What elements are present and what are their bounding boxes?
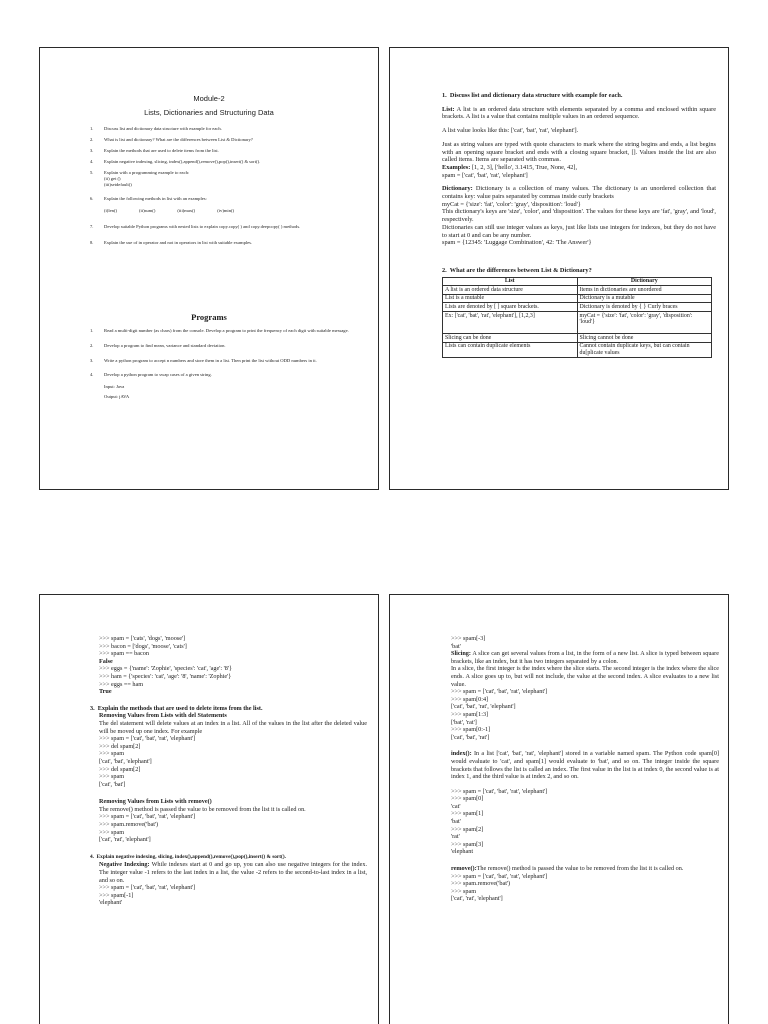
code-line: >>> ham = {'species': 'cat', 'age': '8', 'name': 'Zophie'} (99, 672, 232, 680)
table-cell: Ex: ['cat', 'bat', 'rat', 'elephant'], [1,2,3] (443, 312, 578, 334)
code-line: >>> spam = ['cat', 'bat', 'rat', 'elephant'] (99, 813, 196, 821)
method-option: (i)len() (104, 208, 118, 214)
index-paragraph: index(): In a list ['cat', 'bat', 'rat', 'elephant'] stored in a variable named spam. The Python code spam[0] would evaluate to 'cat', and spam[1] would evaluate to 'bat', and so on. The integer inside the square brackets that follows the list is called an index. The first value in the list is at index 0, the second value is at index 1, and the third value is at index 2, and so on. (451, 750, 719, 781)
code-line: ['cat', 'rat', 'elephant'] (99, 836, 151, 844)
question-item: 8. Explain the use of in operator and not in operators in list with suitable examples. (90, 239, 253, 245)
list-paragraph: Just as string values are typed with quote characters to mark where the string begins and ends, a list begins with an opening square bracket and ends with a closing square bracket, []. Values inside the list are also called items. Items are separated with commas. (442, 140, 716, 164)
question-item: 5. Explain with a programming example to each: (ii) get () (iii)setdefault() (90, 170, 360, 187)
page-1 (39, 47, 379, 490)
page-3 (39, 594, 379, 1024)
page3-content (90, 635, 367, 907)
code-line: >>> bacon = ['dogs', 'moose', 'cats'] (99, 642, 187, 650)
question-heading: 4. Explain negative indexing, slicing, index(),append(),remove(),pop(),insert() & sort(). (90, 853, 286, 860)
slicing-paragraph: Slicing: A slice can get several values from a list, in the form of a new list. A slice is typed between square brackets, like an index, but it has two integers separated by a colon. (451, 650, 719, 665)
table-row (443, 342, 712, 357)
table-cell: Dictionary is a mutable (577, 294, 712, 303)
code-line: ['cat', 'bat', 'elephant'] (99, 757, 152, 765)
question-item: 7. Develop suitable Python programs with nested lists to explain copy.copy( ) and copy.deepcopy( ) methods. (90, 223, 301, 229)
code-line: >>> spam[0] (451, 795, 484, 803)
code-line: >>> spam == bacon (99, 650, 149, 658)
question-list (90, 126, 360, 251)
module-title: Module-2 (193, 94, 225, 103)
program-item: 2. Develop a program to find mean, variance and standard deviation. (90, 342, 226, 348)
code-line: 'rat' (451, 833, 460, 841)
table-cell: Slicing can be done (443, 334, 578, 343)
table-row (443, 312, 712, 334)
program-item: 4. Develop a python program to swap cases of a given string. Input: Java Output: jAVA (90, 372, 360, 399)
code-line: 'elephant (451, 848, 474, 856)
code-line: >>> spam (451, 887, 477, 895)
table-cell: Dictionary is denoted by { } Curly braces (577, 303, 712, 312)
method-option: (iv)min() (217, 208, 235, 214)
code-line: >>> spam[3] (451, 840, 484, 848)
code-output: True (99, 688, 112, 696)
code-line: 'cat' (451, 802, 461, 810)
question-item: 4. Explain negative indexing, slicing, index(),append(),remove(),pop(),insert() & sort(). (90, 158, 261, 164)
table-header-row (443, 277, 712, 286)
list-value: A list value looks like this: ['cat', 'bat', 'rat', 'elephant']. (442, 127, 579, 135)
code-line: >>> spam[1] (451, 810, 484, 818)
code-line: >>> del spam[2] (99, 742, 141, 750)
question-heading: 3. Explain the methods that are used to delete items from the list. (90, 704, 263, 712)
code-line: >>> eggs = {'name': 'Zophie', 'species': 'cat', 'age': '8'} (99, 665, 232, 673)
table-cell: List is a mutable (443, 294, 578, 303)
program-input: Input: Java (104, 384, 125, 390)
code-line: >>> spam (99, 773, 125, 781)
question-item: 2. What is list and dictionary? What are the differences between List & Dictionary? (90, 136, 253, 142)
table-cell: myCat = {'size': 'fat', 'color': 'gray', 'disposition': 'loud'} (577, 312, 712, 334)
code-line: >>> spam = ['cat', 'bat', 'rat', 'elephant'] (99, 884, 196, 892)
comparison-table (442, 277, 712, 358)
question-item: 1. Discuss list and dictionary data structure with example for each. (90, 126, 222, 131)
code-line: 'bat' (451, 642, 461, 650)
examples-spam: spam = ['cat', 'bat', 'rat', 'elephant'] (442, 171, 528, 179)
code-output: False (99, 657, 113, 665)
page-2 (389, 47, 729, 490)
code-line: >>> spam[1:3] (451, 710, 489, 718)
dictionary-int-keys: Dictionaries can still use integer values as keys, just like lists use integers for indexes, but they do not have to start at 0 and can be any number. (442, 223, 716, 239)
table-row (443, 303, 712, 312)
section-heading: Removing Values from Lists with remove() (99, 798, 212, 806)
code-line: >>> del spam[2] (99, 765, 141, 773)
code-line: >>> spam = ['cat', 'bat', 'rat', 'elephant'] (451, 688, 548, 696)
program-item: 3. Write a python program to accept n numbers and store them in a list. Then print the list without ODD numbers in it. (90, 357, 317, 363)
page-4 (389, 594, 729, 1024)
question-heading: 2. What are the differences between List & Dictionary? (442, 266, 592, 274)
program-list (90, 328, 360, 405)
remove-paragraph: The remove() method is passed the value to be removed from the list it is called on. (99, 805, 306, 813)
slicing-detail: In a slice, the first integer is the index where the slice starts. The second integer is the index where the slice ends. A slice goes up to, but will not include, the value at the second index. A slice evaluates to a new list value. (451, 665, 719, 688)
program-item: 1. Read a multi-digit number (as chars) from the console. Develop a program to print the frequency of each digit with suitable message. (90, 328, 349, 333)
examples-line: Examples: [1, 2, 3], ['hello', 3.1415, True, None, 42], (442, 163, 578, 171)
code-line: >>> spam = ['cat', 'bat', 'rat', 'elephant'] (451, 787, 548, 795)
page2-content (442, 92, 716, 358)
code-line: 'elephant' (99, 899, 123, 907)
question-item: 3. Explain the methods that are used to delete items from the list. (90, 147, 219, 153)
list-definition: List: A list is an ordered data structure with elements separated by a comma and enclosed within square brackets. A list is a value that contains multiple values in an ordered sequence. (442, 105, 716, 121)
code-line: >>> spam = ['cat', 'bat', 'rat', 'elephant'] (451, 872, 548, 880)
programs-heading: Programs (191, 312, 227, 322)
table-row (443, 294, 712, 303)
code-line: >>> spam[0:-1] (451, 726, 491, 734)
code-line: >>> spam = ['cat', 'bat', 'rat', 'elephant'] (99, 735, 196, 743)
negative-indexing-paragraph: Negative Indexing: While indexes start at 0 and go up, you can also use negative integers for the index. The integer value -1 refers to the last index in a list, the value -2 refers to the second-to-last index in a list, and so on. (99, 861, 367, 884)
question-heading: 1. Discuss list and dictionary data structure with example for each. (442, 92, 623, 99)
dictionary-keys: This dictionary's keys are 'size', 'color', and 'disposition'. The values for these keys are 'fat', 'gray', and 'loud', respectively. (442, 208, 716, 224)
table-cell: Lists are denoted by [ ] square brackets. (443, 303, 578, 312)
table-row (443, 334, 712, 343)
code-line: ['cat', 'bat'] (99, 780, 126, 788)
code-line: >>> eggs == ham (99, 680, 144, 688)
section-heading: Removing Values from Lists with del Statements (99, 712, 227, 720)
code-line: >>> spam (99, 828, 125, 836)
code-line: 'bat' (451, 818, 461, 826)
dictionary-definition: Dictionary: Dictionary is a collection of many values. The dictionary is an unordered collection that contains key: value pairs separated by commas inside curly brackets (442, 185, 716, 201)
remove-paragraph: remove():The remove() method is passed the value to be removed from the list it is called on. (451, 865, 684, 873)
question-sub: (ii) get () (104, 175, 121, 181)
del-paragraph: The del statement will delete values at an index in a list. All of the values in the list after the deleted value will be moved up one index. For example (99, 719, 367, 735)
method-option: (iii)max() (177, 208, 196, 214)
table-row (443, 286, 712, 295)
dictionary-example: myCat = {'size': 'fat', 'color': 'gray', 'disposition': 'loud'} (442, 200, 581, 208)
code-line: >>> spam[-3] (451, 635, 486, 642)
table-cell: Lists can contain duplicate elements (443, 342, 578, 357)
code-line: >>> spam[0:4] (451, 695, 489, 703)
code-line: >>> spam = ['cats', 'dogs', 'moose'] (99, 635, 186, 642)
code-line: ['bat', 'rat'] (451, 718, 477, 726)
question-item: 6. Explain the following methods in list with an examples: (i)len() (ii)sum() (iii)max() (iv)min() (90, 196, 235, 214)
dictionary-spam: spam = {12345: 'Luggage Combination', 42: 'The Answer'} (442, 239, 592, 247)
table-cell: Cannot contain duplicate keys, but can contain du[plicate values (577, 342, 712, 357)
table-header: Dictionary (577, 277, 712, 286)
code-line: >>> spam[2] (451, 825, 484, 833)
code-line: >>> spam.remove('bat') (99, 821, 159, 829)
code-line: ['cat', 'rat', 'elephant'] (451, 895, 503, 903)
question-sub: (iii)setdefault() (104, 181, 132, 187)
table-cell: A list is an ordered data structure (443, 286, 578, 295)
module-subtitle: Lists, Dictionaries and Structuring Data (144, 108, 274, 117)
code-line: >>> spam (99, 750, 125, 758)
code-line: >>> spam.remove('bat') (451, 880, 511, 888)
page4-content (451, 635, 719, 903)
table-cell: Slicing cannot be done (577, 334, 712, 343)
code-line: ['cat', 'bat', 'rat', 'elephant'] (451, 703, 516, 711)
table-cell: Items in dictionaries are unordered (577, 286, 712, 295)
table-header: List (443, 277, 578, 286)
code-line: ['cat', 'bat', 'rat'] (451, 733, 490, 741)
code-line: >>> spam[-1] (99, 891, 134, 899)
program-output: Output: jAVA (104, 393, 130, 399)
method-option: (ii)sum() (139, 208, 156, 214)
